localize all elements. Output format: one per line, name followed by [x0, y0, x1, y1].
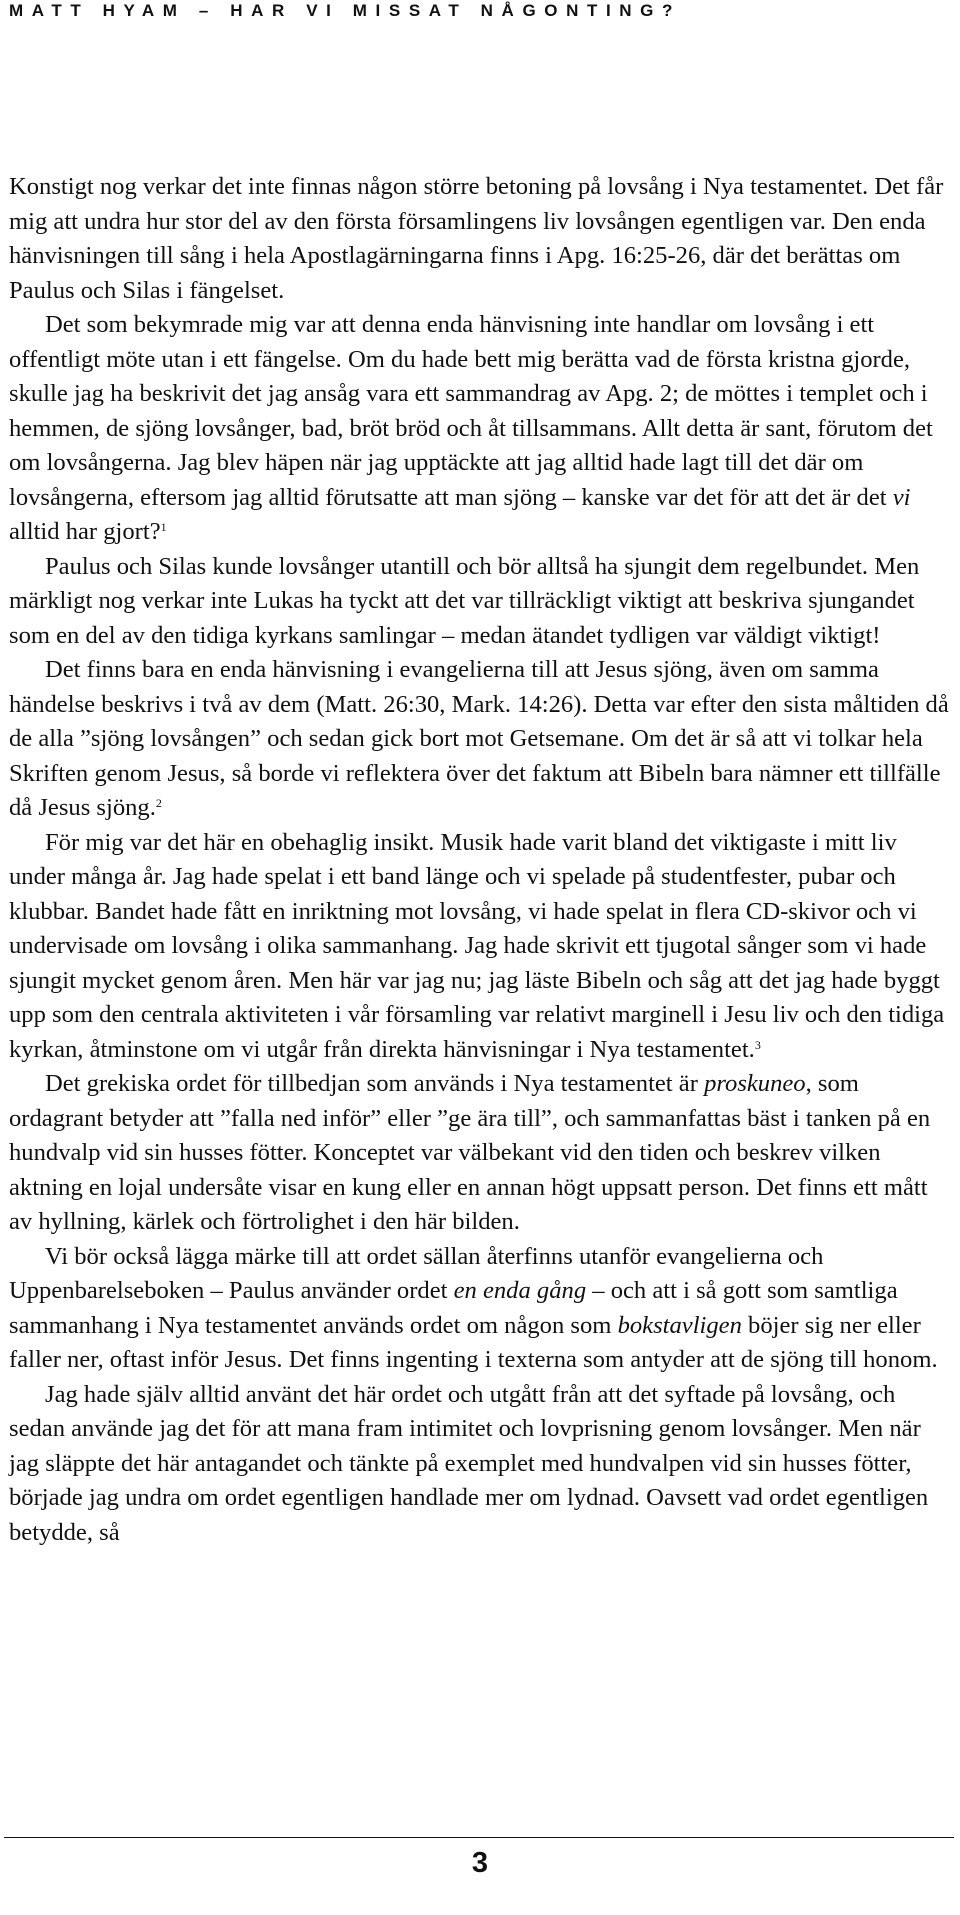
emphasis-text: proskuneo — [704, 1070, 806, 1097]
footnote-marker: 3 — [754, 1037, 761, 1052]
paragraph-text: böjer sig ner eller faller ner, oftast inför Jesus. Det finns ingenting i texterna som antyder att de sjöng till honom. — [9, 1311, 938, 1373]
footer-divider — [4, 1837, 954, 1838]
paragraph-text: Paulus och Silas kunde lovsånger utantill och bör alltså ha sjungit dem regelbundet. Men märkligt nog verkar inte Lukas ha tyckt att det var tillräckligt viktigt att beskriva sjungandet som en del av den tidiga kyrkans samlingar – medan ätandet tydligen var väldigt viktigt! — [9, 552, 920, 649]
paragraph-text: , som ordagrant betyder att ”falla ned inför” eller ”ge ära till”, och sammanfattas bäst i tanken på en hundvalp vid sin husses fötter. Konceptet var välbekant vid den tiden och beskrev vilken aktning en lojal undersåte visar en kung eller en annan högt uppsatt person. Det finns ett mått av hyllning, kärlek och förtrolighet i den här bilden. — [9, 1070, 931, 1235]
paragraph-text: – och att i så gott som samtliga sammanhang i Nya testamentet används ordet om någon som — [9, 1277, 898, 1339]
paragraph-text: För mig var det här en obehaglig insikt. Musik hade varit bland det viktigaste i mitt liv under många år. Jag hade spelat i ett band länge och vi spelade på studentfester, pubar och klubbar. Bandet hade fått en inriktning mot lovsång, vi hade spelat in flera CD-skivor och vi undervisade om lovsång i olika sammanhang. Jag hade skrivit ett tjugotal sånger som vi hade sjungit mycket genom åren. Men här var jag nu; jag läste Bibeln och såg att det jag hade byggt upp som den centrala aktiviteten i vår församling var relativt marginell i Jesu liv och den tidiga kyrkan, åtminstone om vi utgår från direkta hänvisningar i Nya testamentet. — [9, 828, 945, 1063]
paragraph — [9, 1067, 954, 1240]
emphasis-text: en enda gång — [453, 1277, 587, 1304]
paragraph — [9, 1240, 954, 1378]
paragraph-text: alltid har gjort? — [9, 518, 161, 545]
paragraph-text: Jag hade själv alltid använt det här ordet och utgått från att det syftade på lovsång, och sedan använde jag det för att mana fram intimitet och lovprisning genom lovsånger. Men när jag släppte det här antagandet och tänkte på exemplet med hundvalpen vid sin husses fötter, började jag undra om ordet egentligen handlade mer om lydnad. Oavsett vad ordet egentligen betydde, så — [9, 1380, 929, 1546]
body-text — [9, 170, 954, 1550]
paragraph-text: Vi bör också lägga märke till att ordet sällan återfinns utanför evangelierna och Uppenbarelseboken – Paulus använder ordet — [9, 1242, 824, 1304]
paragraph — [9, 170, 954, 308]
footnote-marker: 2 — [155, 796, 162, 810]
paragraph — [9, 653, 954, 826]
paragraph-text: Det som bekymrade mig var att denna enda hänvisning inte handlar om lovsång i ett offentligt möte utan i ett fängelse. Om du hade bett mig berätta vad de första kristna gjorde, skulle jag ha beskrivit det jag ansåg vara ett sammandrag av Apg. 2; de möttes i templet och i hemmen, de sjöng lovsånger, bad, bröt bröd och åt tillsammans. Allt detta är sant, förutom det om lovsångerna. Jag blev häpen när jag upptäckte att jag alltid hade lagt till det där om lovsångerna, eftersom jag alltid förutsatte att man sjöng – kanske var det för att det är det — [9, 311, 933, 511]
paragraph-text: Konstigt nog verkar det inte finnas någon större betoning på lovsång i Nya testamentet. Det får mig att undra hur stor del av den första församlingens liv lovsången egentligen var. Den enda hänvisningen till sång i hela Apostlagärningarna finns i Apg. 16:25-26, där det berättas om Paulus och Silas i fängelset. — [9, 173, 944, 304]
emphasis-text: vi — [892, 483, 911, 511]
paragraph-text: Det grekiska ordet för tillbedjan som används i Nya testamentet är — [45, 1070, 705, 1097]
emphasis-text: bokstavligen — [617, 1311, 742, 1339]
paragraph — [9, 826, 954, 1068]
page-number: 3 — [471, 1847, 489, 1879]
paragraph-text: Det finns bara en enda hänvisning i evangelierna till att Jesus sjöng, även om samma händelse beskrivs i två av dem (Matt. 26:30, Mark. 14:26). Detta var efter den sista måltiden då de alla ”sjöng lovsången” och sedan gick bort mot Getsemane. Om det är så att vi tolkar hela Skriften genom Jesus, så borde vi reflektera över det faktum att Bibeln bara nämner ett tillfälle då Jesus sjöng. — [9, 656, 949, 821]
paragraph — [9, 308, 954, 550]
running-header: MATT HYAM – HAR VI MISSAT NÅGONTING? — [9, 1, 681, 20]
paragraph — [9, 1378, 954, 1551]
paragraph — [9, 550, 954, 654]
footnote-marker: 1 — [160, 520, 167, 534]
